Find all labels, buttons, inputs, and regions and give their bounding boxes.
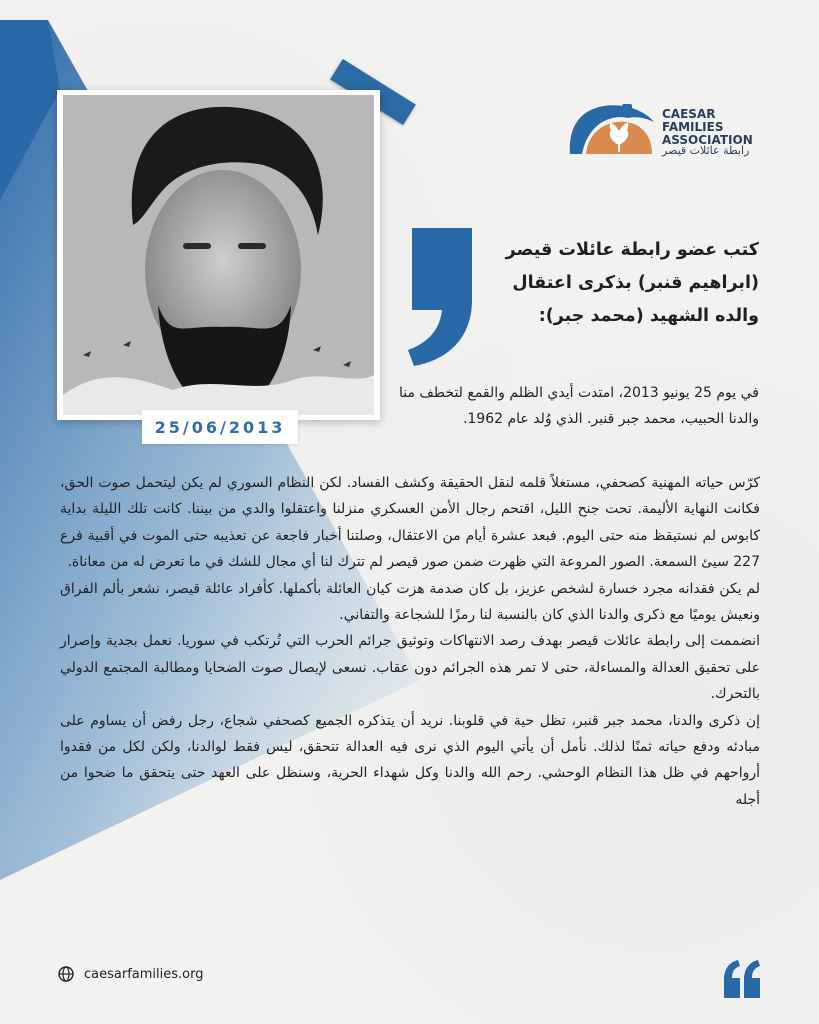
heading-line-3: والده الشهيد (محمد جبر): xyxy=(538,306,759,326)
globe-icon xyxy=(58,966,74,982)
logo-emblem-icon xyxy=(566,100,658,158)
body-paragraph-3: انضممت إلى رابطة عائلات قيصر بهدف رصد الانتهاكات وتوثيق جرائم الحرب التي تُرتكب في سوريا. نعمل بجدية وإصرار على تحقيق العدالة والمساءلة، حتى لا تمر هذه الجرائم دون عقاب. نسعى لإيصال صوت الضحايا ومطالبة المجتمع الدولي بالتحرك. xyxy=(60,633,760,703)
logo-line-3: ASSOCIATION xyxy=(662,133,753,147)
logo xyxy=(566,100,766,160)
heading-line-1: كتب عضو رابطة عائلات قيصر xyxy=(505,240,759,260)
logo-title-ar: رابطة عائلات قيصر xyxy=(662,144,750,157)
body-paragraph-2: لم يكن فقدانه مجرد خسارة لشخص عزيز، بل كان صدمة هزت كيان العائلة بأكملها. كأفراد عائلة قيصر، نشعر بألم الفراق ونعيش يوميًا مع ذكرى والدنا الذي كان بالنسبة لنا رمزًا للشجاعة والتفاني. xyxy=(60,580,760,624)
logo-title-en xyxy=(662,108,753,147)
website-link[interactable] xyxy=(58,966,203,982)
logo-line-1: CAESAR xyxy=(662,107,716,121)
logo-line-2: FAMILIES xyxy=(662,120,724,134)
body-paragraph-4: إن ذكرى والدنا، محمد جبر قنبر، تظل حية في قلوبنا. نريد أن يتذكره الجميع كصحفي شجاع، رجل رفض أن يساوم على مبادئه ودفع حياته ثمنًا لذلك. نأمل أن يأتي اليوم الذي نرى فيه العدالة تتحقق، ليس فقط لوالدنا، ولكن لكل من فقدوا أرواحهم في ظل هذا النظام الوحشي. رحم الله والدنا وكل شهداء الحرية، وسنظل على العهد حتى يتحقق ما ضحوا من أجله xyxy=(60,712,760,808)
closing-quote-icon xyxy=(722,960,762,998)
intro-paragraph: في يوم 25 يونيو 2013، امتدت أيدي الظلم والقمع لتخطف منا والدنا الحبيب، محمد جبر قنبر. الذي وُلد عام 1962. xyxy=(398,385,759,427)
date-badge: 25/06/2013 xyxy=(142,410,298,444)
portrait-photo xyxy=(63,95,374,415)
heading-line-2: (ابراهيم قنبر) بذكرى اعتقال xyxy=(512,273,759,293)
portrait-photo-frame xyxy=(57,90,380,420)
body-text xyxy=(60,470,760,813)
body-paragraph-1: كرّس حياته المهنية كصحفي، مستغلاً قلمه لنقل الحقيقة وكشف الفساد. لكن النظام السوري لم يكن ليتحمل صوت الحق، فكانت النهاية الأليمة. تحت جنح الليل، اقتحم رجال الأمن العسكري منزلنا واعتقلوا والدي من بيننا. كانت تلك الليلة بداية كابوس لم نستيقظ منه حتى اليوم. فبعد عشرة أيام من الاعتقال، وصلتنا أخبار فاجعة عن تعذيبه حتى الموت في أقبية فرع 227 سيئ السمعة. الصور المروعة التي ظهرت ضمن صور قيصر لم تترك لنا أي مجال للشك في ما تعرض له من معاناة. xyxy=(60,475,760,571)
heading xyxy=(459,234,759,333)
website-url: caesarfamilies.org xyxy=(84,966,204,982)
